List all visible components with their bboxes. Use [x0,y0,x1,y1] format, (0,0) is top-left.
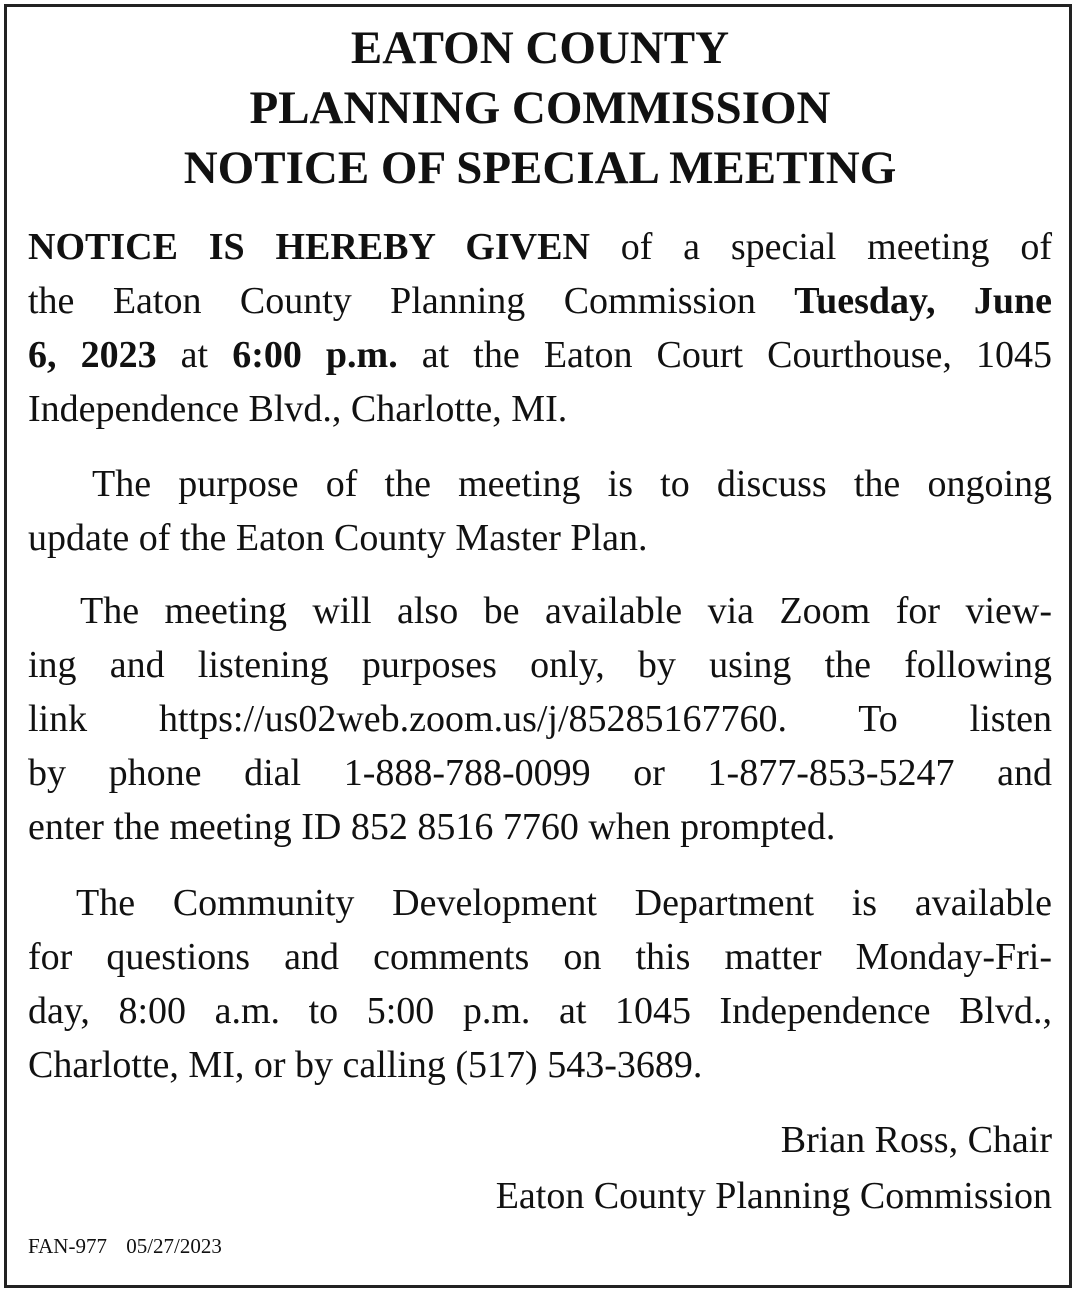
signature-name: Brian Ross, Chair [780,1119,1052,1161]
meeting-address: Independence Blvd., Charlotte, MI. [28,388,568,430]
signature-org: Eaton County Planning Commission [495,1175,1052,1217]
notice-title [0,18,1080,198]
title-line-3: NOTICE OF SPECIAL MEETING [183,142,897,194]
notice-footer [28,1233,222,1259]
meeting-date-part-2: 6, 2023 [28,334,157,376]
paragraph-meeting-details: NOTICE IS HEREBY GIVEN of a special meeting of the Eaton County Planning Commission Tuesday, June 6, 2023 at 6:00 p.m. at the Eaton Court Courthouse, 1045 Independence Blvd., Charlotte, MI. [28,226,1052,430]
signature-block [496,1112,1052,1224]
meeting-date-part-1: Tuesday, June [794,280,1052,322]
meeting-time: 6:00 p.m. [232,334,398,376]
paragraph-contact: The Community Development Department is available for questions and comments on this matter Monday-Fri- day, 8:00 a.m. to 5:00 p.m. at 1045 Independence Blvd., Charlotte, MI, or by calling (517) 543-3689. [28,882,1052,1086]
footer-code: FAN-977 [28,1234,107,1258]
title-line-1: EATON COUNTY [350,22,730,74]
title-line-2: PLANNING COMMISSION [249,82,831,134]
paragraph-purpose: The purpose of the meeting is to discuss the ongoing update of the Eaton County Master Plan. [28,463,1052,559]
footer-date: 05/27/2023 [126,1234,222,1258]
phone-dial-line: by phone dial 1-888-788-0099 or 1-877-853-5247 and [28,752,1052,794]
notice-lead: NOTICE IS HEREBY GIVEN [28,226,590,268]
zoom-link-line: link https://us02web.zoom.us/j/85285167760. To listen [28,698,1052,740]
paragraph-zoom-info: The meeting will also be available via Zoom for view- ing and listening purposes only, by using the following link https://us02web.zoom.us/j/85285167760. To listen by phone dial 1-888-788-0099 or 1-877-853-5247 and enter the meeting ID 852 8516 7760 when prompted. [28,590,1052,848]
